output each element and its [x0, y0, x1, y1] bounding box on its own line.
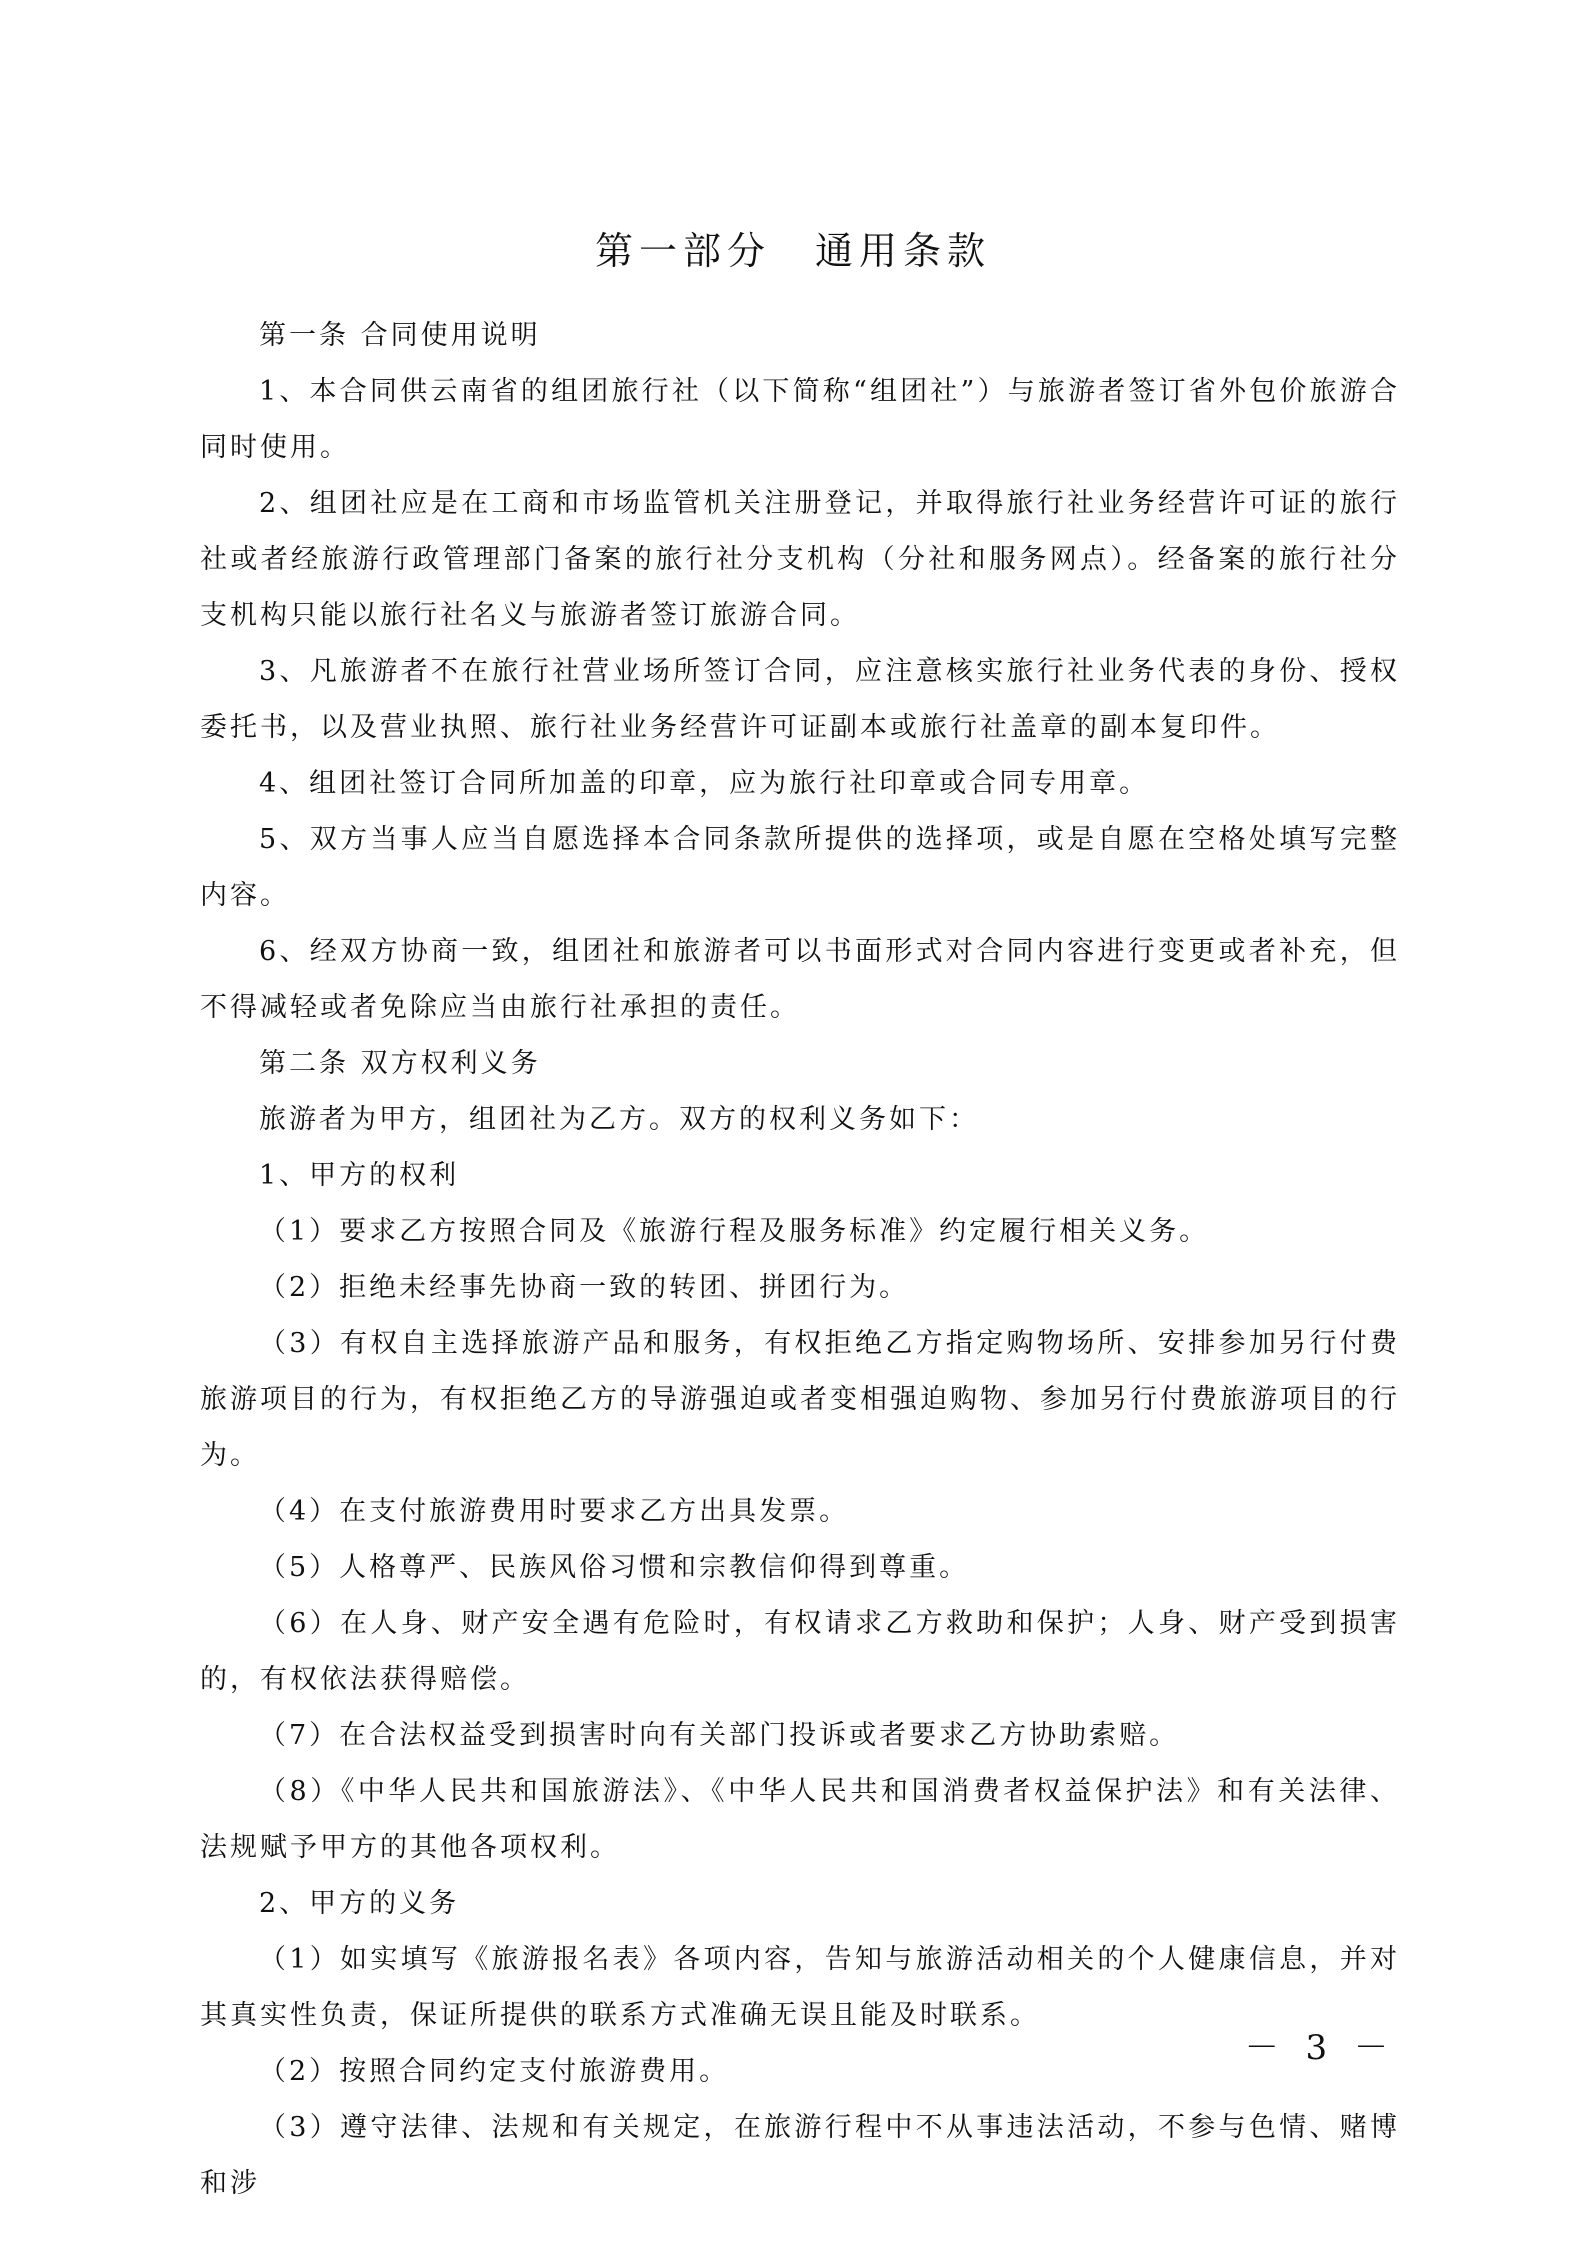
- list-item: （3）有权自主选择旅游产品和服务，有权拒绝乙方指定购物场所、安排参加另行付费旅游项目的行为，有权拒绝乙方的导游强迫或者变相强迫购物、参加另行付费旅游项目的行为。: [200, 1328, 1400, 1471]
- list-item: （8）《中华人民共和国旅游法》、《中华人民共和国消费者权益保护法》和有关法律、法规赋予甲方的其他各项权利。: [200, 1776, 1400, 1863]
- list-item: （2）拒绝未经事先协商一致的转团、拼团行为。: [259, 1272, 910, 1303]
- list-item: （2）按照合同约定支付旅游费用。: [259, 2056, 730, 2087]
- list-item: （1）要求乙方按照合同及《旅游行程及服务标准》约定履行相关义务。: [259, 1216, 1210, 1247]
- subsection-heading: 1、甲方的权利: [259, 1160, 460, 1191]
- paragraph: 1、本合同供云南省的组团旅行社（以下简称“组团社”）与旅游者签订省外包价旅游合同时使用。: [200, 376, 1400, 463]
- list-item: （5）人格尊严、民族风俗习惯和宗教信仰得到尊重。: [259, 1552, 970, 1583]
- paragraph: 6、经双方协商一致，组团社和旅游者可以书面形式对合同内容进行变更或者补充，但不得减轻或者免除应当由旅行社承担的责任。: [200, 936, 1400, 1023]
- list-item: （1）如实填写《旅游报名表》各项内容，告知与旅游活动相关的个人健康信息，并对其真实性负责，保证所提供的联系方式准确无误且能及时联系。: [200, 1944, 1400, 2031]
- list-item: （3）遵守法律、法规和有关规定，在旅游行程中不从事违法活动，不参与色情、赌博和涉: [200, 2112, 1400, 2199]
- paragraph: 旅游者为甲方，组团社为乙方。双方的权利义务如下：: [259, 1104, 979, 1135]
- clause-heading: 第二条 双方权利义务: [259, 1048, 541, 1079]
- subsection-heading: 2、甲方的义务: [259, 1888, 460, 1919]
- page-number: － 3 －: [1244, 2028, 1396, 2068]
- paragraph: 5、双方当事人应当自愿选择本合同条款所提供的选择项，或是自愿在空格处填写完整内容。: [200, 824, 1400, 911]
- clause-heading: 第一条 合同使用说明: [259, 320, 541, 351]
- list-item: （6）在人身、财产安全遇有危险时，有权请求乙方救助和保护；人身、财产受到损害的，有权依法获得赔偿。: [200, 1608, 1400, 1695]
- paragraph: 3、凡旅游者不在旅行社营业场所签订合同，应注意核实旅行社业务代表的身份、授权委托书，以及营业执照、旅行社业务经营许可证副本或旅行社盖章的副本复印件。: [200, 656, 1400, 743]
- list-item: （4）在支付旅游费用时要求乙方出具发票。: [259, 1496, 850, 1527]
- paragraph: 4、组团社签订合同所加盖的印章，应为旅行社印章或合同专用章。: [259, 768, 1150, 799]
- paragraph: 2、组团社应是在工商和市场监管机关注册登记，并取得旅行社业务经营许可证的旅行社或者经旅游行政管理部门备案的旅行社分支机构（分社和服务网点）。经备案的旅行社分支机构只能以旅行社名义与旅游者签订旅游合同。: [200, 488, 1400, 631]
- section-title: 第一部分 通用条款: [594, 229, 991, 274]
- document-body: [200, 308, 1400, 2212]
- list-item: （7）在合法权益受到损害时向有关部门投诉或者要求乙方协助索赔。: [259, 1720, 1180, 1751]
